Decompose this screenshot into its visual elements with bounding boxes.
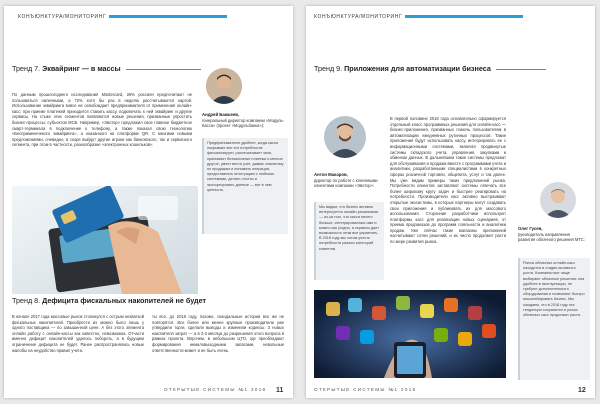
section-header-bar	[109, 15, 227, 18]
trend9-prefix: Тренд 9.	[314, 64, 343, 73]
app-icons-photo	[314, 290, 506, 378]
trend8-col1: В начале 2017 года массовые рынок столкнулся с острым нехваткой фискальных накопителей. Приобрести их можно было лишь у одного поставщика — по завышенной цене. А без этого элемента онлайн работу с онлайн-кассы как известно, невозможна. Отчасти именно дефицит накопителей удалось побороть, а в будущем ограничение дефицита не будет. Ранее распространялись новые жалобы на неудобство правил учета.	[12, 314, 144, 353]
person1-quote: Мы видим, что бизнес активно интересуется онлайн-решениями — из-за того, что касса ничего больше, интегрированных ими и можно как угодно, а сервисы дает возможность этим все управлять. В 2018 году мы хотим учесть потребности разных категорий клиентов.	[314, 202, 384, 280]
person1-photo	[324, 116, 366, 158]
trend7-prefix: Тренд 7.	[12, 64, 41, 73]
trend8-title	[12, 296, 206, 305]
section-header-right-label: КОНЪЮНКТУРА/МОНИТОРИНГ	[314, 14, 403, 20]
person1-caption	[314, 172, 380, 189]
person1-icon	[324, 116, 366, 158]
left-page	[4, 6, 293, 398]
person2-quote: Рынок облачных онлайн-касс находится в стадии активного роста. Компании все чаще выбирают облачные решения: они удобнее в эксплуатации, не требуют дополнительного оборудования и позволяют быстро масштабировать бизнес. Мы ожидаем, что в 2018 году эта тенденция сохранится и рынок облачных касс продолжит расти.	[518, 258, 590, 380]
section-header-label: КОНЪЮНКТУРА/МОНИТОРИНГ	[18, 14, 107, 20]
section-header-right	[314, 14, 523, 20]
trend9-main-text: В первой половине 2018 года основательно сформируется отдельный класс программных решений для онлайн-касс — бизнес-приложения, призванных помочь пользователям в автоматизации ежедневных рутинных процессов. Такие приложения будут использовать кассу, интегрировать ее с информационными системами, включая продвинутые системы складского учета, управления, закупками и обменом данных. В дальнейшем такие системы предложат для обслуживания и продажи вместе с программами учета и аналитики, разработанными специалистами в конкретных сферах розничной торговли, общепита, услуг и так далее. Мы уже видим примеры таких предложений рынка. Потребности клиентов заставляют системы отвечать все более широкому кругу задач и быстрее реагировать на потребности. Производители касс активно выстраивают открытые экосистемы, в которых партнеры могут создавать свои приложения и публиковать их для массового использования. Сторонние разработчики используют платформы касс для реализации новых сценариев, от приема предзаказов до программ лояльности и аналитики продаж. Уже сейчас такие магазины приложений насчитывают сотни решений, и их число продолжит расти по мере развития рынка.	[390, 116, 506, 245]
app-icons-illustration	[314, 290, 506, 378]
person-photo	[206, 68, 242, 104]
card-payment-illustration	[12, 186, 198, 294]
trend8-prefix: Тренд 8.	[12, 296, 41, 305]
person-role: генеральный директор компании «Модуль-Касса» (проект «Модульбанка»):	[202, 117, 285, 129]
section-header	[18, 14, 227, 20]
person2-caption	[518, 226, 588, 243]
right-page	[306, 6, 595, 398]
right-page-number: 12	[578, 387, 586, 394]
trend7-title-text: Эквайринг — в массы	[42, 64, 121, 73]
trend8-title-text: Дефицита фискальных накопителей не будет	[42, 296, 207, 305]
trend7-title	[12, 64, 201, 73]
trend7-rule	[126, 69, 201, 70]
trend9-title	[314, 64, 546, 73]
person2-role: руководитель направления развития облачного решения МТС:	[518, 231, 585, 243]
person2-icon	[540, 182, 576, 218]
person2-photo	[540, 182, 576, 218]
trend9-title-text: Приложения для автоматизации бизнеса	[344, 64, 491, 73]
section-header-right-bar	[405, 15, 523, 18]
trend7-text: По данным прошлогоднего исследования Mastercard, 26% россиян предпочитают не пользоваться наличными, а 72% хотя бы раз в неделю рассчитываются картой. Использование эквайринга вовсе не освобождает предпринимателя от применения онлайн-касс: при приеме платежей приходится ставить кассу, подключать к ней эквайринг и другие сервисы. На стыке этих сегментов появляются новые решения, призванные упростить бизнес-процессы: субъектов МСБ. Например, «Эвотор» предложил свое главное бюджетное смарт-терминала в подключение к телефону, а также показал свою технологию «Бесприменеченого эквайринга», а оказанного на платформе QR. С многими новыми предложениями, очевидно, в скоре выйдут другие игроки как банковского, так и сервисного сегмента, при этом в частности, разнообразие «электронных кошельков».	[12, 92, 192, 148]
person-caption	[202, 112, 286, 129]
person1-name: Антон Макаров,	[314, 172, 348, 177]
trend8-col2: ты все, до 2018 году, похоже, скандальные истории все же не повторятся. Все более или менее крупные производители уже утвердили торги, сделали выводы и изменили кодексы. 3 новых накопителя затрат — а в 2-3 месяца до разрешения этого вопроса в рамках проекта. Впрочем, в небольшом ЦТО, где преобладают формирования немаловыходными запасами, невольные ответственности может и не быть очень.	[152, 314, 284, 353]
person2-name: Олег Гусев,	[518, 226, 543, 231]
card-payment-photo	[12, 186, 198, 294]
left-footer: ОТКРЫТЫЕ СИСТЕМЫ №1 2018	[164, 387, 267, 392]
person-quote: Предпринимателю удобнее, когда касса покрывает все его потребности: фискализирует, распечатывает чеки, принимает безналичные платежи и многое другое, умеет вести учет, давать аналитику по продажам и понимать операции, предоставлять интеграцию с любыми системами, делать отчеты и экспортировать данные — вот в чем ценность.	[202, 138, 288, 234]
person-icon	[206, 68, 242, 104]
person-name: Андрей Бакшеев,	[202, 112, 240, 117]
trend9-rule	[496, 69, 546, 70]
right-footer: ОТКРЫТЫЕ СИСТЕМЫ №1 2018	[314, 387, 417, 392]
left-page-number: 11	[276, 387, 284, 394]
person1-role: директор по работе с ключевыми клиентами компании «Эвотор»:	[314, 177, 378, 189]
